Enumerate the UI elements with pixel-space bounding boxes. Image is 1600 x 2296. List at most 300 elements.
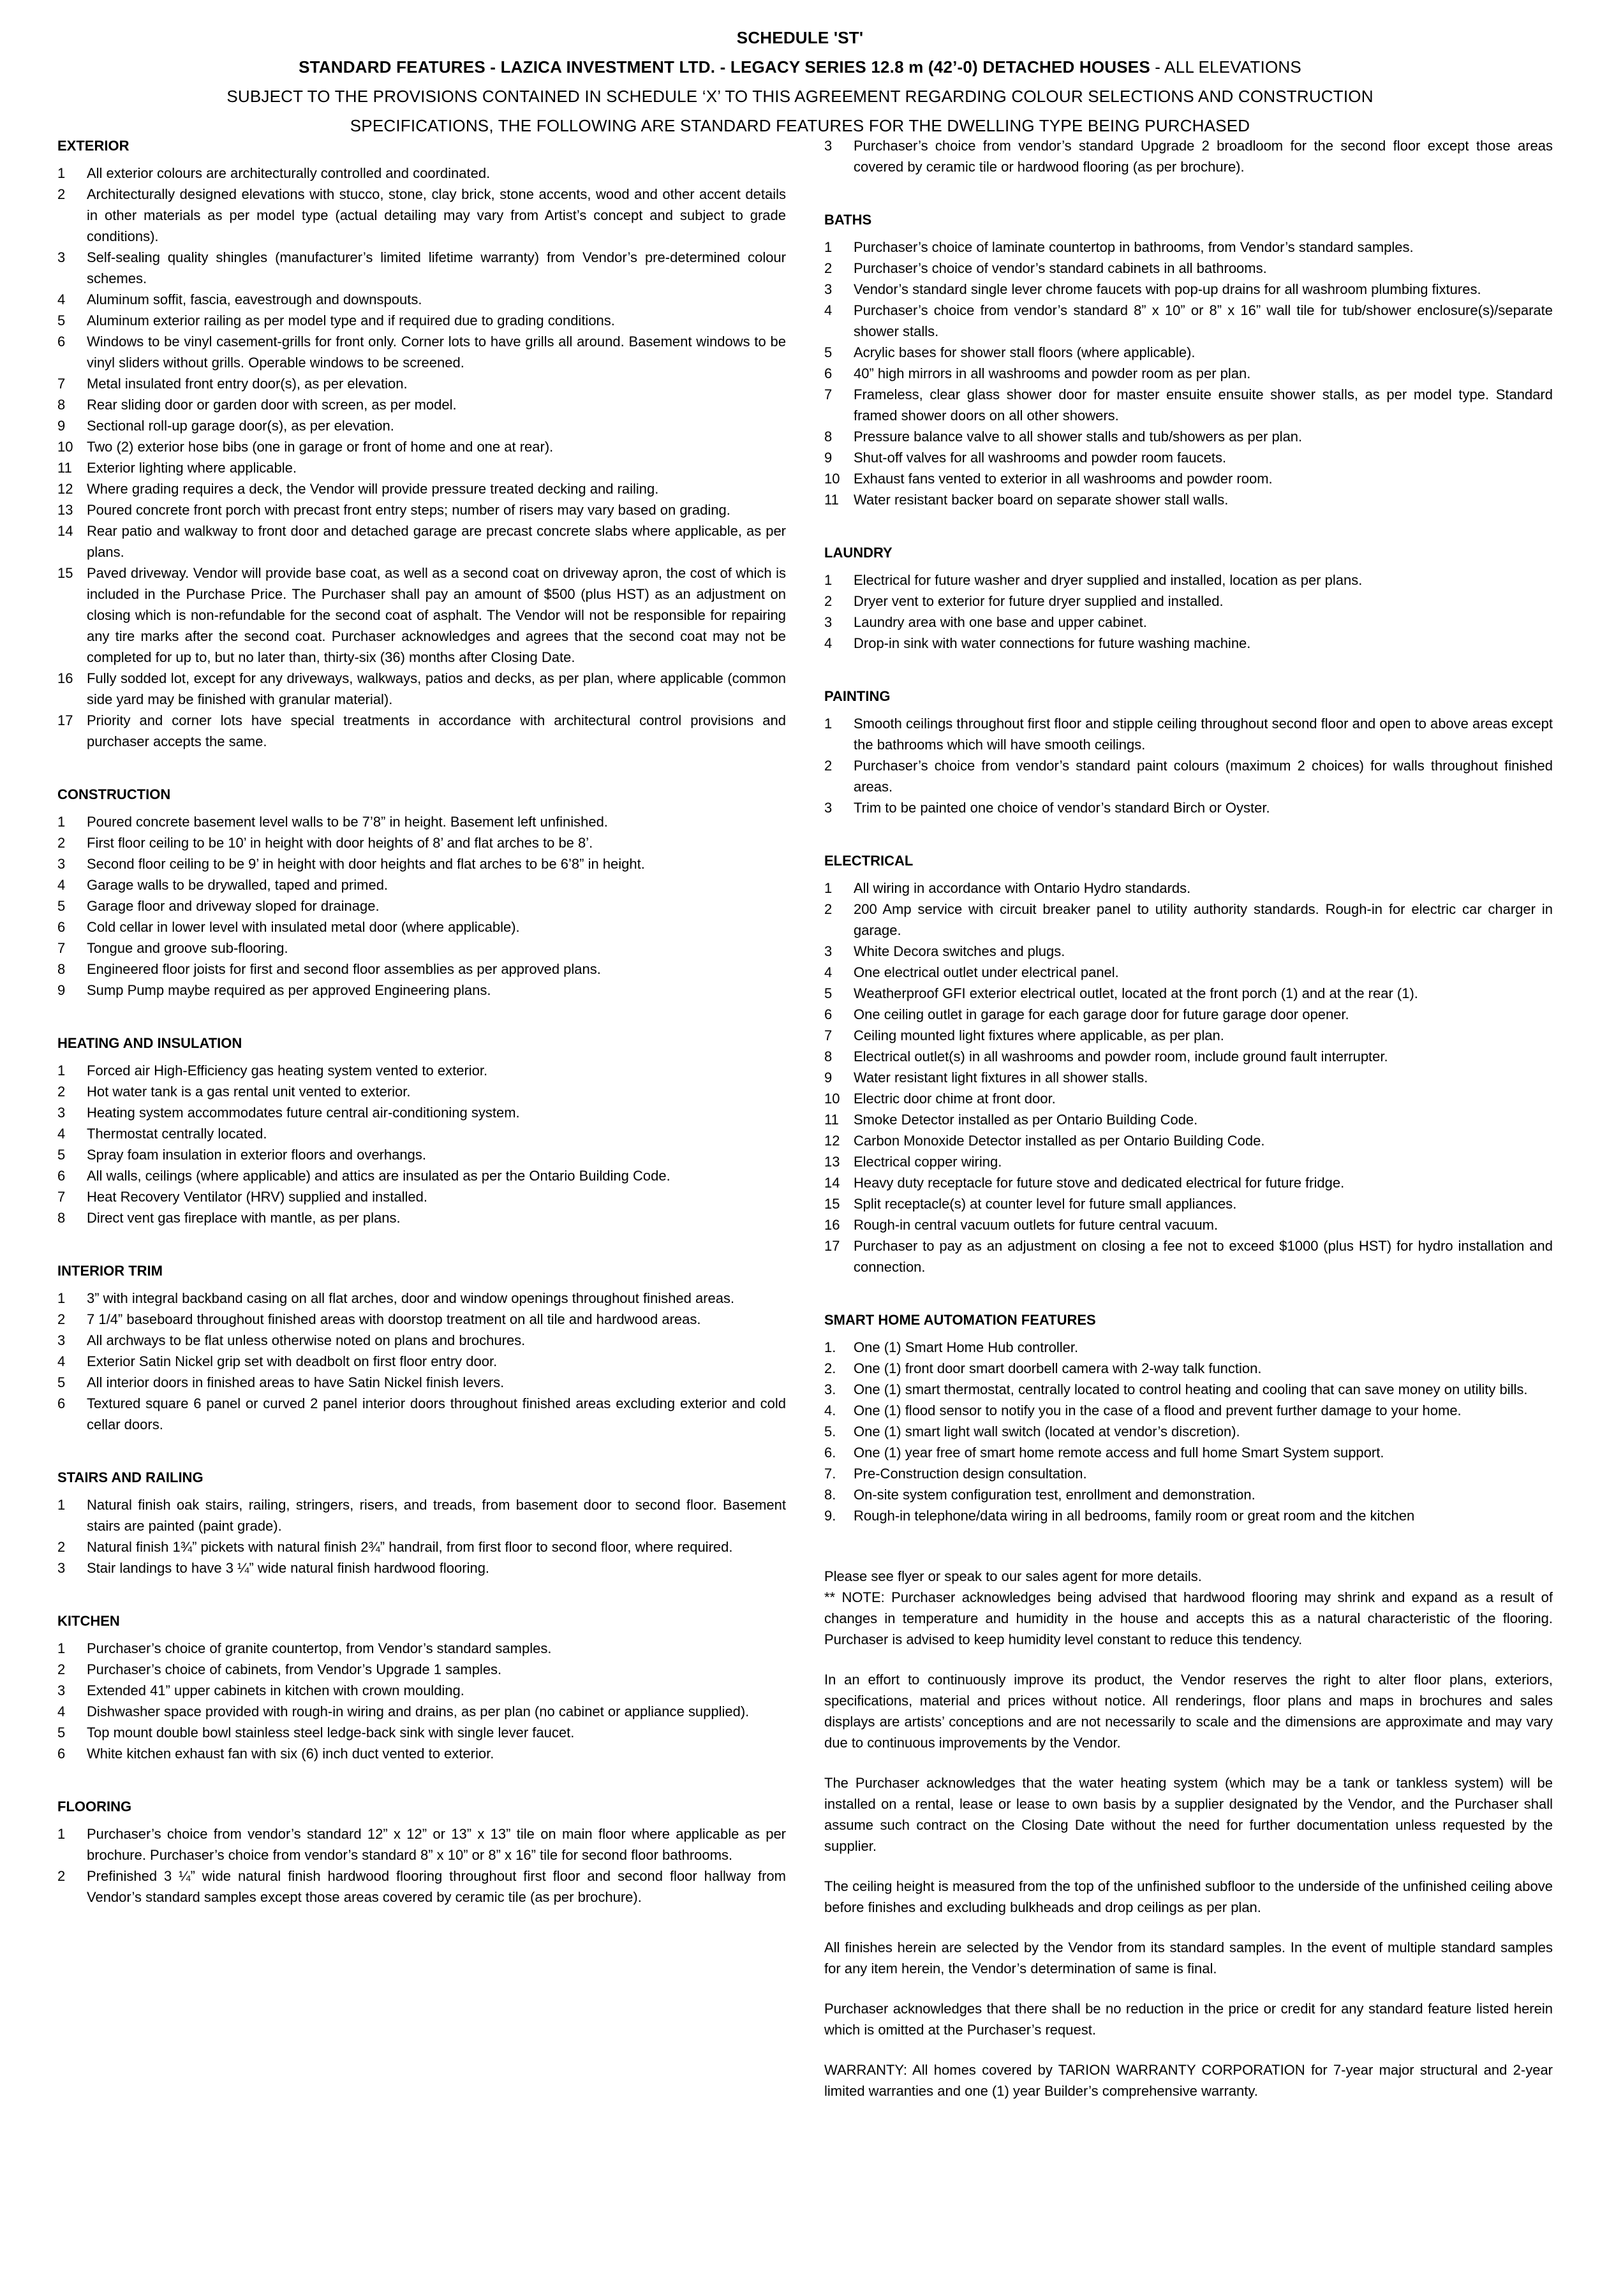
item-text: Purchaser’s choice of granite countertop, from Vendor’s standard samples.: [87, 1640, 552, 1656]
item-number: 14: [824, 1175, 840, 1191]
list-item: [824, 1088, 1553, 1109]
item-number: 13: [57, 502, 73, 518]
list-item: [824, 797, 1553, 818]
item-text: Self-sealing quality shingles (manufacturer’s limited lifetime warranty) from Vendor’s pre-determined colour schemes.: [87, 249, 786, 286]
item-text: Extended 41” upper cabinets in kitchen with crown moulding.: [87, 1682, 464, 1698]
item-number: 4: [57, 1353, 66, 1369]
list-item: [824, 489, 1553, 510]
item-text: Water resistant light fixtures in all shower stalls.: [854, 1070, 1148, 1085]
item-text: One (1) front door smart doorbell camera with 2-way talk function.: [854, 1360, 1262, 1376]
item-text: Natural finish oak stairs, railing, stringers, risers, and treads, from basement door to second floor. Basement stairs are painted (paint grade).: [87, 1497, 786, 1534]
list-item: [824, 1109, 1553, 1130]
list-item: [57, 959, 786, 980]
item-number: 3: [57, 856, 66, 872]
list-item: [824, 1484, 1553, 1505]
section-heading: FLOORING: [57, 1799, 132, 1814]
list-item: [57, 895, 786, 916]
item-number: 1: [824, 572, 833, 588]
list-item: [57, 310, 786, 331]
section-laundry: [824, 510, 1553, 654]
item-text: 40” high mirrors in all washrooms and powder room as per plan.: [854, 365, 1251, 381]
header-provisions-line: SUBJECT TO THE PROVISIONS CONTAINED IN SCHEDULE ‘X’ TO THIS AGREEMENT REGARDING COLOUR SELECTIONS AND CONSTRUCTION: [226, 87, 1374, 106]
item-text: Thermostat centrally located.: [87, 1126, 267, 1142]
item-text: Stair landings to have 3 ¼” wide natural finish hardwood flooring.: [87, 1560, 490, 1576]
item-text: One ceiling outlet in garage for each garage door for future garage door opener.: [854, 1006, 1349, 1022]
item-text: One (1) Smart Home Hub controller.: [854, 1339, 1079, 1355]
list-item: [57, 1186, 786, 1207]
item-text: Direct vent gas fireplace with mantle, as per plans.: [87, 1210, 401, 1226]
item-number: 9: [57, 982, 66, 998]
section-heading: LAUNDRY: [824, 545, 893, 561]
item-number: 3: [57, 249, 66, 265]
list-item: [57, 1701, 786, 1722]
list-item: [824, 899, 1553, 941]
list-item: [824, 237, 1553, 258]
list-item: [824, 1004, 1553, 1025]
item-number: 15: [57, 565, 73, 581]
header-subtitle-suffix: - ALL ELEVATIONS: [1150, 57, 1301, 77]
item-number: 1: [824, 716, 833, 732]
list-item: [824, 1046, 1553, 1067]
section-heading: STAIRS AND RAILING: [57, 1469, 204, 1485]
list-item: [57, 1207, 786, 1228]
item-text: Poured concrete front porch with precast front entry steps; number of risers may vary based on grading.: [87, 502, 730, 518]
list-item: [57, 1536, 786, 1557]
list-item: [57, 478, 786, 499]
section-heading: KITCHEN: [57, 1613, 120, 1629]
item-text: Prefinished 3 ¼” wide natural finish hardwood flooring throughout first floor and second floor hallway from Vendor’s standard samples except those areas covered by ceramic tile (as per brochure).: [87, 1868, 786, 1905]
list-item: [824, 983, 1553, 1004]
item-number: 2: [57, 1084, 66, 1100]
paragraph: In an effort to continuously improve its product, the Vendor reserves the right to alter floor plans, exteriors, specifications, material and prices without notice. All renderings, floor plans and maps in brochures and sales displays are artists’ conceptions and are not necessarily to scale and the dimensions are approximate and may vary due to continuous improvements by the Vendor.: [824, 1672, 1553, 1751]
list-item: [57, 1102, 786, 1123]
item-number: 9.: [824, 1508, 836, 1524]
item-text: Windows to be vinyl casement-grills for front only. Corner lots to have grills all around. Basement windows to be vinyl sliders without grills. Operable windows to be screened.: [87, 334, 786, 371]
item-number: 4: [824, 302, 833, 318]
item-number: 2: [57, 835, 66, 851]
list-item: [824, 279, 1553, 300]
document-header: [0, 23, 1600, 140]
item-number: 8: [57, 397, 66, 413]
item-number: 1: [57, 165, 66, 181]
item-text: Sectional roll-up garage door(s), as per elevation.: [87, 418, 394, 434]
item-text: Forced air High-Efficiency gas heating system vented to exterior.: [87, 1063, 488, 1078]
item-text: Dryer vent to exterior for future dryer supplied and installed.: [854, 593, 1224, 609]
item-number: 1: [57, 814, 66, 830]
item-number: 17: [57, 712, 73, 728]
item-number: 6: [824, 1006, 833, 1022]
item-number: 5: [824, 985, 833, 1001]
item-number: 5: [824, 344, 833, 360]
item-text: Tongue and groove sub-flooring.: [87, 940, 288, 956]
item-text: Rough-in central vacuum outlets for future central vacuum.: [854, 1217, 1219, 1233]
item-text: Heavy duty receptacle for future stove and dedicated electrical for future fridge.: [854, 1175, 1345, 1191]
list-item: [824, 1235, 1553, 1277]
list-item: [824, 1379, 1553, 1400]
item-text: Electrical copper wiring.: [854, 1154, 1002, 1170]
item-number: 2: [57, 1311, 66, 1327]
list-item: [57, 1638, 786, 1659]
item-text: Rough-in telephone/data wiring in all bedrooms, family room or great room and the kitchen: [854, 1508, 1415, 1524]
list-item: [824, 755, 1553, 797]
item-text: Electrical for future washer and dryer supplied and installed, location as per plans.: [854, 572, 1363, 588]
item-number: 11: [57, 460, 72, 476]
item-text: One (1) flood sensor to notify you in the case of a flood and prevent further damage to your home.: [854, 1402, 1462, 1418]
item-text: All wiring in accordance with Ontario Hydro standards.: [854, 880, 1191, 896]
item-text: Rear sliding door or garden door with screen, as per model.: [87, 397, 457, 413]
item-text: Water resistant backer board on separate shower stall walls.: [854, 492, 1229, 508]
item-number: 16: [57, 670, 73, 686]
item-number: 1: [57, 1826, 66, 1842]
item-text: All walls, ceilings (where applicable) and attics are insulated as per the Ontario Building Code.: [87, 1168, 670, 1184]
item-text: Exterior lighting where applicable.: [87, 460, 297, 476]
section-heading: PAINTING: [824, 688, 891, 704]
item-text: Purchaser’s choice from vendor’s standard 8” x 10” or 8” x 16” wall tile for tub/shower enclosure(s)/separate shower stalls.: [854, 302, 1553, 339]
item-number: 6.: [824, 1445, 836, 1461]
header-specifications-line: SPECIFICATIONS, THE FOLLOWING ARE STANDARD FEATURES FOR THE DWELLING TYPE BEING PURCHASED: [350, 116, 1250, 135]
list-item: [824, 426, 1553, 447]
item-text: One (1) year free of smart home remote access and full home Smart System support.: [854, 1445, 1384, 1461]
item-number: 1: [57, 1290, 66, 1306]
item-number: 4: [57, 291, 66, 307]
item-text: 7 1/4” baseboard throughout finished areas with doorstop treatment on all tile and hardwood areas.: [87, 1311, 701, 1327]
list-item: [824, 1214, 1553, 1235]
item-text: Heat Recovery Ventilator (HRV) supplied and installed.: [87, 1189, 427, 1205]
item-text: Aluminum soffit, fascia, eavestrough and downspouts.: [87, 291, 422, 307]
item-number: 7.: [824, 1466, 836, 1482]
list-item: [57, 1060, 786, 1081]
item-number: 11: [824, 492, 839, 508]
item-text: Vendor’s standard single lever chrome faucets with pop-up drains for all washroom plumbing fixtures.: [854, 281, 1481, 297]
list-item: [57, 1351, 786, 1372]
item-text: Purchaser’s choice from vendor’s standard 12” x 12” or 13” x 13” tile on main floor where applicable as per brochure. Purchaser’s choice from vendor’s standard 8” x 10” or 8” x 16” tile for second floor bathrooms.: [87, 1826, 786, 1863]
item-number: 16: [824, 1217, 840, 1233]
item-number: 9: [824, 1070, 833, 1085]
item-number: 5: [57, 313, 66, 328]
header-title: SCHEDULE 'ST': [736, 28, 864, 47]
list-item: [57, 1494, 786, 1536]
item-number: 10: [57, 439, 73, 455]
paragraph: WARRANTY: All homes covered by TARION WARRANTY CORPORATION for 7-year major structural and 2-year limited warranties and one (1) year Builder’s comprehensive warranty.: [824, 2062, 1553, 2099]
list-item: [824, 1358, 1553, 1379]
item-text: All interior doors in finished areas to have Satin Nickel finish levers.: [87, 1374, 505, 1390]
list-item: [57, 331, 786, 373]
list-item: [57, 1330, 786, 1351]
list-item: [824, 1025, 1553, 1046]
item-number: 6: [57, 1168, 66, 1184]
paragraph: Please see flyer or speak to our sales agent for more details.: [824, 1568, 1202, 1584]
section-heading: HEATING AND INSULATION: [57, 1035, 242, 1051]
item-text: Top mount double bowl stainless steel ledge-back sink with single lever faucet.: [87, 1725, 575, 1740]
item-number: 7: [57, 940, 66, 956]
section-heading: SMART HOME AUTOMATION FEATURES: [824, 1312, 1096, 1328]
item-text: Drop-in sink with water connections for future washing machine.: [854, 635, 1251, 651]
item-number: 8: [57, 961, 66, 977]
item-number: 3: [824, 943, 833, 959]
list-item: [824, 591, 1553, 612]
list-item: [824, 342, 1553, 363]
item-number: 13: [824, 1154, 840, 1170]
item-text: Trim to be painted one choice of vendor’s standard Birch or Oyster.: [854, 800, 1270, 816]
list-item: [824, 1463, 1553, 1484]
section-heading: INTERIOR TRIM: [57, 1263, 163, 1279]
item-text: Purchaser’s choice from vendor’s standard paint colours (maximum 2 choices) for walls throughout finished areas.: [854, 758, 1553, 795]
item-text: White Decora switches and plugs.: [854, 943, 1065, 959]
list-item: [824, 941, 1553, 962]
item-number: 2: [824, 901, 833, 917]
item-number: 7: [57, 1189, 66, 1205]
item-text: Purchaser’s choice from vendor’s standard Upgrade 2 broadloom for the second floor except those areas covered by ceramic tile or hardwood flooring (as per brochure).: [854, 138, 1553, 175]
item-text: Heating system accommodates future central air-conditioning system.: [87, 1105, 520, 1121]
item-text: Cold cellar in lower level with insulated metal door (where applicable).: [87, 919, 520, 935]
item-text: Purchaser to pay as an adjustment on closing a fee not to exceed $1000 (plus HST) for hydro installation and connection.: [854, 1238, 1553, 1275]
item-text: Exhaust fans vented to exterior in all washrooms and powder room.: [854, 471, 1273, 487]
list-item: [57, 436, 786, 457]
item-number: 1: [824, 239, 833, 255]
item-text: Second floor ceiling to be 9’ in height with door heights and flat arches to be 6’8” in height.: [87, 856, 645, 872]
item-text: Sump Pump maybe required as per approved Engineering plans.: [87, 982, 491, 998]
item-number: 2: [57, 1868, 66, 1884]
list-item: [57, 1823, 786, 1866]
list-item: [824, 1442, 1553, 1463]
item-text: Shut-off valves for all washrooms and powder room faucets.: [854, 450, 1227, 466]
item-number: 4: [824, 964, 833, 980]
item-number: 8: [824, 429, 833, 445]
left-column: [57, 135, 786, 1908]
item-text: Smooth ceilings throughout first floor and stipple ceiling throughout second floor and open to above areas except the bathrooms which will have smooth ceilings.: [854, 716, 1553, 753]
list-item: [824, 384, 1553, 426]
section-exterior: [57, 135, 786, 752]
item-number: 3.: [824, 1381, 836, 1397]
item-text: Hot water tank is a gas rental unit vented to exterior.: [87, 1084, 411, 1100]
list-item: [57, 289, 786, 310]
list-item: [824, 468, 1553, 489]
item-text: Garage floor and driveway sloped for drainage.: [87, 898, 380, 914]
item-text: All exterior colours are architecturally controlled and coordinated.: [87, 165, 491, 181]
item-number: 10: [824, 471, 840, 487]
header-subtitle-bold: STANDARD FEATURES - LAZICA INVESTMENT LTD. - LEGACY SERIES 12.8 m (42’-0) DETACHED HOUSES: [299, 57, 1150, 77]
item-text: Ceiling mounted light fixtures where applicable, as per plan.: [854, 1027, 1224, 1043]
list-item: [824, 962, 1553, 983]
list-item: [824, 1151, 1553, 1172]
item-number: 6: [824, 365, 833, 381]
list-item: [57, 520, 786, 563]
list-item: [57, 1144, 786, 1165]
item-text: 3” with integral backband casing on all flat arches, door and window openings throughout finished areas.: [87, 1290, 735, 1306]
section-construction: [57, 752, 786, 1001]
list-item: [57, 938, 786, 959]
list-item: [57, 457, 786, 478]
section-heading: CONSTRUCTION: [57, 786, 171, 802]
item-number: 12: [57, 481, 73, 497]
list-item: [57, 1659, 786, 1680]
item-number: 15: [824, 1196, 840, 1212]
item-number: 1.: [824, 1339, 836, 1355]
paragraph: The ceiling height is measured from the top of the unfinished subfloor to the underside of the unfinished ceiling above before finishes and excluding bulkheads and drop ceilings as per plan.: [824, 1878, 1553, 1915]
list-item: [824, 1172, 1553, 1193]
item-text: Textured square 6 panel or curved 2 panel interior doors throughout finished areas excluding exterior and cold cellar doors.: [87, 1395, 786, 1432]
list-item: [57, 710, 786, 752]
list-item: [57, 1393, 786, 1435]
item-number: 2: [824, 758, 833, 774]
item-text: Pressure balance valve to all shower stalls and tub/showers as per plan.: [854, 429, 1303, 445]
item-text: Electrical outlet(s) in all washrooms and powder room, include ground fault interrupter.: [854, 1049, 1388, 1064]
paragraph: ** NOTE: Purchaser acknowledges being advised that hardwood flooring may shrink and expand as a result of changes in temperature and humidity in the house and accepts this as a natural characteristic of the flooring. Purchaser is advised to keep humidity level constant to reduce this tendency.: [824, 1589, 1553, 1647]
item-number: 2: [57, 1661, 66, 1677]
item-text: Carbon Monoxide Detector installed as per Ontario Building Code.: [854, 1133, 1265, 1149]
list-item: [57, 1081, 786, 1102]
item-number: 11: [824, 1112, 839, 1128]
list-item: [824, 1130, 1553, 1151]
section-stairs-and-railing: [57, 1435, 786, 1578]
list-item: [824, 363, 1553, 384]
item-text: Purchaser’s choice of cabinets, from Vendor’s Upgrade 1 samples.: [87, 1661, 502, 1677]
list-item: [57, 832, 786, 853]
section-heating-and-insulation: [57, 1001, 786, 1228]
item-text: Split receptacle(s) at counter level for future small appliances.: [854, 1196, 1237, 1212]
item-number: 2: [57, 1539, 66, 1555]
item-text: Rear patio and walkway to front door and detached garage are precast concrete slabs where applicable, as per plans.: [87, 523, 786, 560]
item-number: 4.: [824, 1402, 836, 1418]
list-item: [824, 713, 1553, 755]
item-text: Spray foam insulation in exterior floors and overhangs.: [87, 1147, 426, 1163]
item-text: Garage walls to be drywalled, taped and primed.: [87, 877, 389, 893]
list-item: [57, 499, 786, 520]
section-smart-home-automation-features: [824, 1277, 1553, 1526]
section-flooring-continued: [824, 135, 1553, 177]
item-text: Fully sodded lot, except for any driveways, walkways, patios and decks, as per plan, where applicable (common side yard may be finished with granular material).: [87, 670, 786, 707]
list-item: [824, 1067, 1553, 1088]
item-number: 3: [824, 614, 833, 630]
item-text: Where grading requires a deck, the Vendor will provide pressure treated decking and railing.: [87, 481, 659, 497]
item-text: 200 Amp service with circuit breaker panel to utility authority standards. Rough-in for electric car charger in garage.: [854, 901, 1553, 938]
paragraph: All finishes herein are selected by the Vendor from its standard samples. In the event of multiple standard samples for any item herein, the Vendor’s determination of same is final.: [824, 1939, 1553, 1976]
item-text: Smoke Detector installed as per Ontario Building Code.: [854, 1112, 1198, 1128]
list-item: [57, 163, 786, 184]
item-text: All archways to be flat unless otherwise noted on plans and brochures.: [87, 1332, 526, 1348]
item-number: 7: [57, 376, 66, 392]
item-number: 2: [824, 260, 833, 276]
item-text: Weatherproof GFI exterior electrical outlet, located at the front porch (1) and at the rear (1).: [854, 985, 1418, 1001]
list-item: [57, 1743, 786, 1764]
list-item: [824, 633, 1553, 654]
item-number: 6: [57, 1395, 66, 1411]
item-text: Pre-Construction design consultation.: [854, 1466, 1087, 1482]
closing-paragraphs: [824, 1566, 1553, 2101]
item-text: Dishwasher space provided with rough-in wiring and drains, as per plan (no cabinet or appliance supplied).: [87, 1704, 750, 1719]
item-number: 3: [57, 1332, 66, 1348]
list-item: [824, 1337, 1553, 1358]
item-number: 4: [57, 1704, 66, 1719]
item-text: Aluminum exterior railing as per model type and if required due to grading conditions.: [87, 313, 615, 328]
item-number: 12: [824, 1133, 840, 1149]
item-number: 5.: [824, 1424, 836, 1439]
item-number: 6: [57, 1746, 66, 1762]
item-number: 2: [57, 186, 66, 202]
item-number: 7: [824, 386, 833, 402]
item-text: Metal insulated front entry door(s), as per elevation.: [87, 376, 408, 392]
item-text: Purchaser’s choice of vendor’s standard cabinets in all bathrooms.: [854, 260, 1267, 276]
list-item: [824, 135, 1553, 177]
item-text: Acrylic bases for shower stall floors (where applicable).: [854, 344, 1196, 360]
item-text: Natural finish 1¾” pickets with natural finish 2¾” handrail, from first floor to second floor, where required.: [87, 1539, 733, 1555]
header-subtitle: [0, 52, 1600, 82]
item-number: 3: [824, 138, 833, 154]
list-item: [57, 1680, 786, 1701]
list-item: [824, 300, 1553, 342]
list-item: [57, 1722, 786, 1743]
list-item: [57, 980, 786, 1001]
section-interior-trim: [57, 1228, 786, 1435]
section-heading: EXTERIOR: [57, 138, 130, 154]
section-heading: ELECTRICAL: [824, 853, 914, 869]
item-text: One (1) smart thermostat, centrally located to control heating and cooling that can save money on utility bills.: [854, 1381, 1528, 1397]
list-item: [57, 1866, 786, 1908]
item-text: Frameless, clear glass shower door for master ensuite ensuite shower stalls, as per model type. Standard framed shower doors on all other showers.: [854, 386, 1553, 423]
item-text: Paved driveway. Vendor will provide base coat, as well as a second coat on driveway apron, the cost of which is included in the Purchase Price. The Purchaser shall pay an amount of $500 (plus HST) as an adjustment on closing which is non-refundable for the second coat of asphalt. The Vendor will not be responsible for repairing any tire marks after the second coat. Purchaser acknowledges and agrees that the second coat may not be completed for up to, but no later than, thirty-six (36) months after Closing Date.: [87, 565, 786, 665]
list-item: [824, 612, 1553, 633]
list-item: [824, 1400, 1553, 1421]
item-number: 5: [57, 1374, 66, 1390]
item-number: 5: [57, 898, 66, 914]
item-number: 2: [824, 593, 833, 609]
item-number: 3: [57, 1105, 66, 1121]
list-item: [824, 447, 1553, 468]
item-number: 3: [824, 281, 833, 297]
list-item: [57, 1123, 786, 1144]
section-baths: [824, 177, 1553, 510]
item-text: Poured concrete basement level walls to be 7’8” in height. Basement left unfinished.: [87, 814, 608, 830]
item-text: Architecturally designed elevations with stucco, stone, clay brick, stone accents, wood and other accent details in other materials as per model type (actual detailing may vary from Artist’s concept and subject to grade conditions).: [87, 186, 786, 244]
item-text: One (1) smart light wall switch (located at vendor’s discretion).: [854, 1424, 1240, 1439]
item-number: 8: [57, 1210, 66, 1226]
item-text: White kitchen exhaust fan with six (6) inch duct vented to exterior.: [87, 1746, 494, 1762]
item-number: 6: [57, 334, 66, 350]
item-number: 4: [57, 1126, 66, 1142]
item-number: 4: [57, 877, 66, 893]
paragraph: The Purchaser acknowledges that the water heating system (which may be a tank or tankless system) will be installed on a rental, lease or lease to own basis by a supplier designated by the Vendor, and the Purchaser shall assume such contract on the Closing Date without the need for further documentation unless requested by the supplier.: [824, 1775, 1553, 1854]
item-number: 5: [57, 1147, 66, 1163]
list-item: [57, 394, 786, 415]
list-item: [57, 247, 786, 289]
item-number: 1: [57, 1497, 66, 1513]
paragraph: Purchaser acknowledges that there shall be no reduction in the price or credit for any standard feature listed herein which is omitted at the Purchaser’s request.: [824, 2001, 1553, 2038]
list-item: [57, 668, 786, 710]
list-item: [57, 415, 786, 436]
list-item: [57, 1165, 786, 1186]
item-number: 1: [57, 1640, 66, 1656]
item-number: 3: [824, 800, 833, 816]
list-item: [57, 563, 786, 668]
item-text: Electric door chime at front door.: [854, 1091, 1056, 1107]
item-number: 8: [824, 1049, 833, 1064]
section-electrical: [824, 818, 1553, 1277]
list-item: [824, 878, 1553, 899]
list-item: [824, 1421, 1553, 1442]
list-item: [824, 1505, 1553, 1526]
list-item: [57, 874, 786, 895]
list-item: [57, 916, 786, 938]
list-item: [57, 1557, 786, 1578]
item-number: 7: [824, 1027, 833, 1043]
item-number: 9: [57, 418, 66, 434]
item-number: 14: [57, 523, 73, 539]
item-number: 6: [57, 919, 66, 935]
list-item: [824, 1193, 1553, 1214]
section-heading: BATHS: [824, 212, 872, 228]
section-kitchen: [57, 1578, 786, 1764]
item-number: 17: [824, 1238, 840, 1254]
